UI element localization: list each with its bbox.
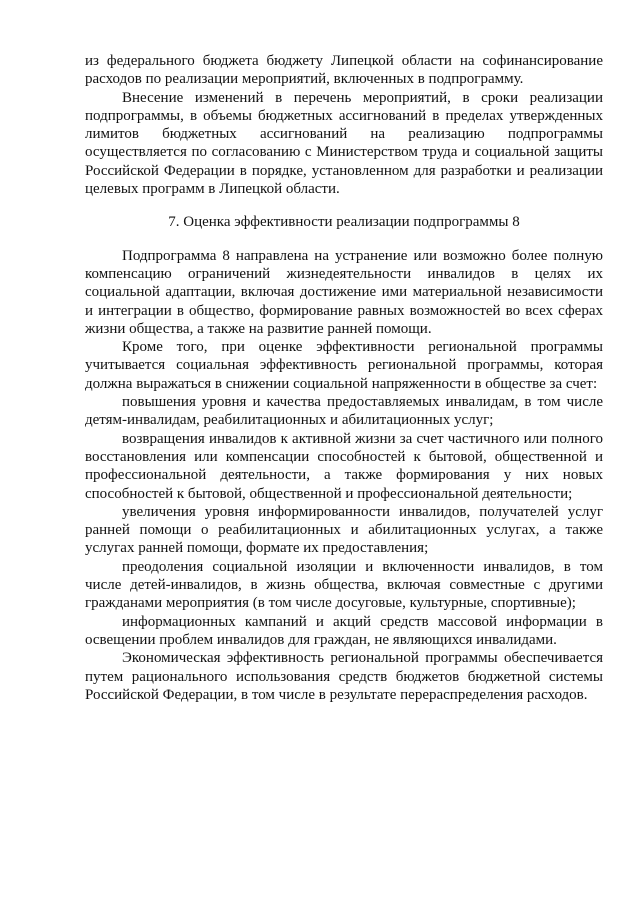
list-item-awareness: увеличения уровня информированности инвалидов, получателей услуг ранней помощи о реабилитационных и абилитационных услугах, а также услугах ранней помощи, формате их предоставления; bbox=[85, 503, 603, 557]
list-item-service-quality: повышения уровня и качества предоставляемых инвалидам, в том числе детям-инвалидам, реабилитационных и абилитационных услуг; bbox=[85, 394, 603, 429]
list-item-social-inclusion: преодоления социальной изоляции и включенности инвалидов, в том числе детей-инвалидов, в жизнь общества, включая совместные с другими гражданами мероприятия (в том числе досуговые, культурные, спортивные); bbox=[85, 558, 603, 612]
paragraph-continuation: из федерального бюджета бюджету Липецкой области на софинансирование расходов по реализации мероприятий, включенных в подпрограмму. bbox=[85, 53, 603, 88]
paragraph-subprogram-goal: Подпрограмма 8 направлена на устранение или возможно более полную компенсацию ограничений жизнедеятельности инвалидов в целях их социальной адаптации, включая достижение ими материальной независимости и интеграции в общество, формирование равных возможностей во всех сферах жизни общества, а также на развитие ранней помощи. bbox=[85, 247, 603, 337]
document-body bbox=[85, 52, 603, 704]
list-item-return-to-active-life: возвращения инвалидов к активной жизни за счет частичного или полного восстановления или компенсации способностей к бытовой, общественной и профессиональной деятельности, а также формирования у них новых способностей к бытовой, общественной и профессиональной деятельности; bbox=[85, 430, 603, 502]
list-item-media-campaigns: информационных кампаний и акций средств массовой информации в освещении проблем инвалидов для граждан, не являющихся инвалидами. bbox=[85, 613, 603, 648]
section-heading: 7. Оценка эффективности реализации подпрограммы 8 bbox=[168, 214, 520, 231]
paragraph-changes-procedure: Внесение изменений в перечень мероприятий, в сроки реализации подпрограммы, в объемы бюджетных ассигнований в пределах утвержденных лимитов бюджетных ассигнований на реализацию подпрограммы осуществляется по согласованию с Министерством труда и социальной защиты Российской Федерации в порядке, установленном для разработки и реализации целевых программ в Липецкой области. bbox=[85, 89, 603, 198]
paragraph-social-effectiveness: Кроме того, при оценке эффективности региональной программы учитывается социальная эффективность региональной программы, которая должна выражаться в снижении социальной напряженности в обществе за счет: bbox=[85, 339, 603, 392]
paragraph-economic-effectiveness: Экономическая эффективность региональной программы обеспечивается путем рационального использования средств бюджетов бюджетной системы Российской Федерации, в том числе в результате перераспределения расходов. bbox=[85, 650, 603, 703]
